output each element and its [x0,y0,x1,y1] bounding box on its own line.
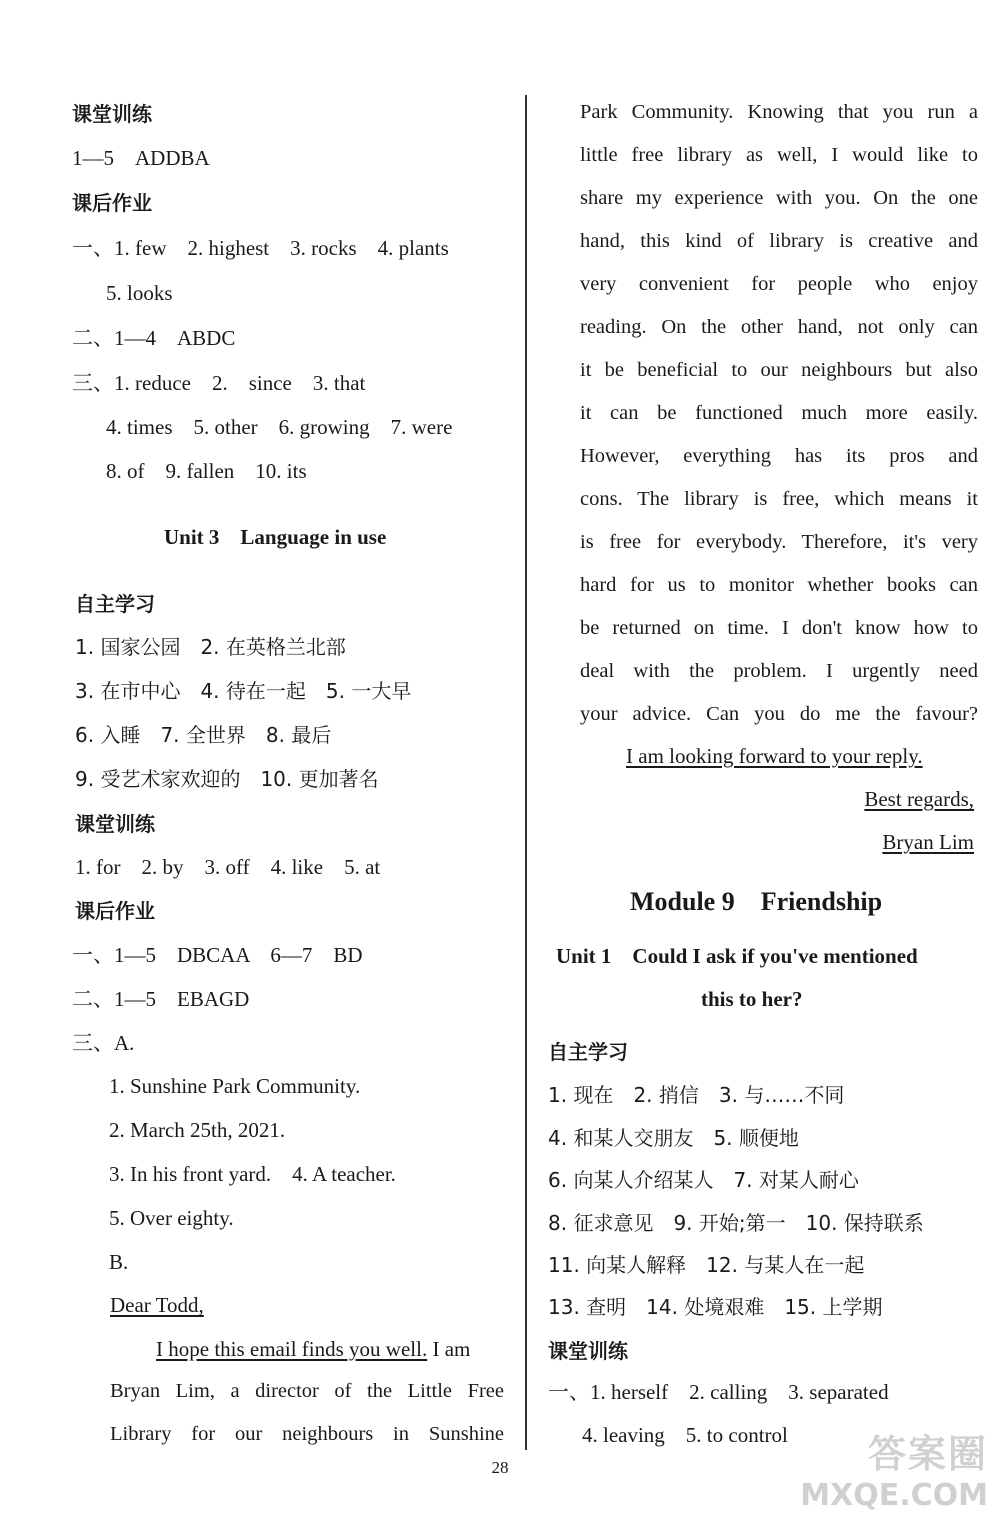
letter-greeting: Dear Todd, [110,1293,204,1317]
unit-title: this to her? [701,987,803,1011]
answer-line: 8. of 9. fallen 10. its [106,459,307,483]
answer-line: 1. 现在 2. 捎信 3. 与……不同 [548,1083,845,1107]
column-divider [525,95,527,1450]
letter-line: little free library as well, I would like to [580,144,978,166]
answer-line: 3. In his front yard. 4. A teacher. [109,1162,396,1186]
letter-line: is free for everybody. Therefore, it's very [580,531,978,553]
section-heading: 课堂训练 [72,102,152,126]
letter-signature: Bryan Lim [882,830,974,854]
answer-line: 一、1—5 DBCAA 6—7 BD [72,943,363,967]
answer-line: 5. looks [106,281,173,305]
section-heading: 课堂训练 [75,812,155,836]
letter-line: Bryan Lim, a director of the Little Free [110,1380,504,1402]
letter-line: reading. On the other hand, not only can [580,316,978,338]
letter-body [580,91,978,736]
answer-line: 13. 查明 14. 处境艰难 15. 上学期 [548,1295,883,1319]
watermark-logo [800,1423,988,1513]
answer-line: 9. 受艺术家欢迎的 10. 更加著名 [75,767,379,791]
answer-line: 二、1—5 EBAGD [72,987,250,1011]
letter-line: be returned on time. I don't know how to [580,617,978,639]
letter-line: However, everything has its pros and [580,445,978,467]
letter-line: Park Community. Knowing that you run a [580,101,978,123]
letter-line: very convenient for people who enjoy [580,273,978,295]
letter-line: hard for us to monitor whether books can [580,574,978,596]
letter-line: cons. The library is free, which means it [580,488,978,510]
answer-line: 3. 在市中心 4. 待在一起 5. 一大早 [75,679,412,703]
section-heading: 课后作业 [75,899,155,923]
letter-closing: I am looking forward to your reply. [626,744,923,768]
answer-line: 1. Sunshine Park Community. [109,1074,361,1098]
section-heading: 课堂训练 [548,1339,628,1363]
answer-line: 8. 征求意见 9. 开始;第一 10. 保持联系 [548,1211,924,1235]
answer-line: 一、1. few 2. highest 3. rocks 4. plants [72,236,449,260]
answer-line: 2. March 25th, 2021. [109,1118,286,1142]
unit-title: Unit 1 Could I ask if you've mentioned [556,944,918,968]
letter-line: I hope this email finds you well. I am [156,1337,471,1361]
answer-line: 4. leaving 5. to control [582,1423,788,1447]
letter-body [110,1370,504,1456]
section-heading: 自主学习 [75,592,155,616]
letter-regards: Best regards, [864,787,974,811]
answer-line: 6. 入睡 7. 全世界 8. 最后 [75,723,332,747]
section-heading: 自主学习 [548,1040,628,1064]
page-number: 28 [491,1458,509,1477]
answer-line: 一、1. herself 2. calling 3. separated [548,1380,889,1404]
letter-line: your advice. Can you do me the favour? [580,703,978,725]
answer-line: 1—5 ADDBA [72,146,210,170]
answer-line: 三、1. reduce 2. since 3. that [72,371,366,395]
answer-line: 二、1—4 ABDC [72,326,236,350]
answer-line: 三、A. [72,1031,135,1055]
answer-line: 11. 向某人解释 12. 与某人在一起 [548,1253,865,1277]
letter-line: it can be functioned much more easily. [580,402,978,424]
watermark-url: MXQE.COM [800,1478,988,1513]
answer-line: 6. 向某人介绍某人 7. 对某人耐心 [548,1168,859,1192]
answer-line: 1. for 2. by 3. off 4. like 5. at [75,855,381,879]
letter-line: Library for our neighbours in Sunshine [110,1423,504,1445]
answer-line: 4. 和某人交朋友 5. 顺便地 [548,1126,799,1150]
unit-title: Unit 3 Language in use [164,525,387,549]
section-heading: 课后作业 [72,191,152,215]
watermark-text: 答案圈 [867,1432,988,1476]
answer-line: B. [109,1250,129,1274]
letter-line: it be beneficial to our neighbours but also [580,359,978,381]
answer-line: 4. times 5. other 6. growing 7. were [106,415,453,439]
letter-line: deal with the problem. I urgently need [580,660,978,682]
letter-line: hand, this kind of library is creative and [580,230,978,252]
answer-line: 5. Over eighty. [109,1206,234,1230]
module-title: Module 9 Friendship [630,887,883,916]
answer-line: 1. 国家公园 2. 在英格兰北部 [75,635,346,659]
letter-line: share my experience with you. On the one [580,187,978,209]
